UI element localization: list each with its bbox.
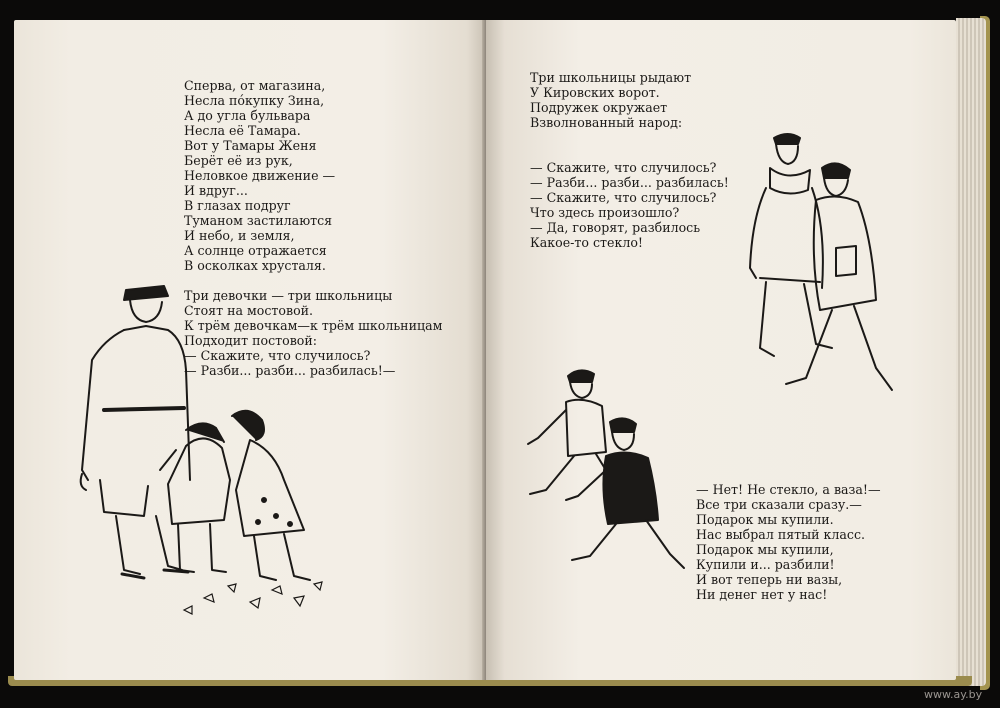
poem-line: Взволнованный народ:: [530, 115, 683, 130]
man-with-scarf-figure: [750, 134, 832, 356]
man-with-hat-figure: [786, 163, 892, 390]
poem-line: И вот теперь ни вазы,: [696, 572, 843, 587]
right-page: [486, 20, 956, 680]
poem-line: Подарок мы купили,: [696, 542, 834, 557]
poem-line: Купили и... разбили!: [696, 557, 835, 572]
left-page: [14, 20, 486, 680]
poem-line: И небо, и земля,: [184, 228, 295, 243]
poem-line: Несла её Тамара.: [184, 123, 301, 138]
poem-line: Что здесь произошло?: [530, 205, 680, 220]
poem-line: Стоят на мостовой.: [184, 303, 314, 318]
poem-line: Три школьницы рыдают: [530, 70, 692, 85]
girl-figure-right: [232, 411, 310, 580]
open-book: [8, 12, 988, 692]
poem-line: А до угла бульвара: [184, 108, 311, 123]
poem-line: Ни денег нет у нас!: [696, 587, 828, 602]
boy-figure-front: [566, 418, 684, 568]
poem-line: Несла пóкупку Зина,: [184, 93, 325, 108]
page-edges: [956, 18, 986, 686]
poem-line: — Да, говорят, разбилось: [530, 220, 701, 235]
poem-line: Все три сказали сразу.—: [696, 497, 862, 512]
poem-line: Три девочки — три школьницы: [184, 288, 393, 303]
poem-line: — Нет! Не стекло, а ваза!—: [696, 482, 881, 497]
poem-line: Сперва, от магазина,: [184, 78, 326, 93]
poem-line: Подружек окружает: [530, 100, 668, 115]
two-men-walking-illustration: [736, 128, 916, 418]
policeman-figure: [81, 286, 190, 578]
stanza-break: [530, 130, 729, 145]
watermark: www.ay.by: [924, 688, 983, 701]
poem-line: — Разби... разби... разбилась!—: [184, 363, 396, 378]
poem-line: В осколках хрусталя.: [184, 258, 326, 273]
poem-line: Подходит постовой:: [184, 333, 318, 348]
policeman-and-girls-illustration: [64, 280, 334, 620]
girl-figure-left: [160, 423, 230, 572]
poem-line: К трём девочкам—к трём школьницам: [184, 318, 443, 333]
right-poem-bottom: [696, 482, 881, 602]
poem-line: А солнце отражается: [184, 243, 327, 258]
right-poem-top: [530, 70, 729, 250]
poem-line: — Скажите, что случилось?: [530, 190, 717, 205]
poem-line: У Кировских ворот.: [530, 85, 660, 100]
poem-line: И вдруг...: [184, 183, 248, 198]
poem-line: — Разби... разби... разбилась!: [530, 175, 729, 190]
poem-line: Туманом застилаются: [184, 213, 333, 228]
poem-line: Вот у Тамары Женя: [184, 138, 317, 153]
running-boys-illustration: [516, 360, 696, 580]
poem-line: В глазах подруг: [184, 198, 291, 213]
glass-shards: [184, 582, 322, 614]
poem-line: — Скажите, что случилось?: [530, 160, 717, 175]
stanza-break: [530, 145, 729, 160]
poem-line: Нас выбрал пятый класс.: [696, 527, 866, 542]
poem-line: Берёт её из рук,: [184, 153, 293, 168]
poem-line: — Скажите, что случилось?: [184, 348, 371, 363]
poem-line: Какое-то стекло!: [530, 235, 643, 250]
poem-line: Неловкое движение —: [184, 168, 336, 183]
poem-line: Подарок мы купили.: [696, 512, 834, 527]
